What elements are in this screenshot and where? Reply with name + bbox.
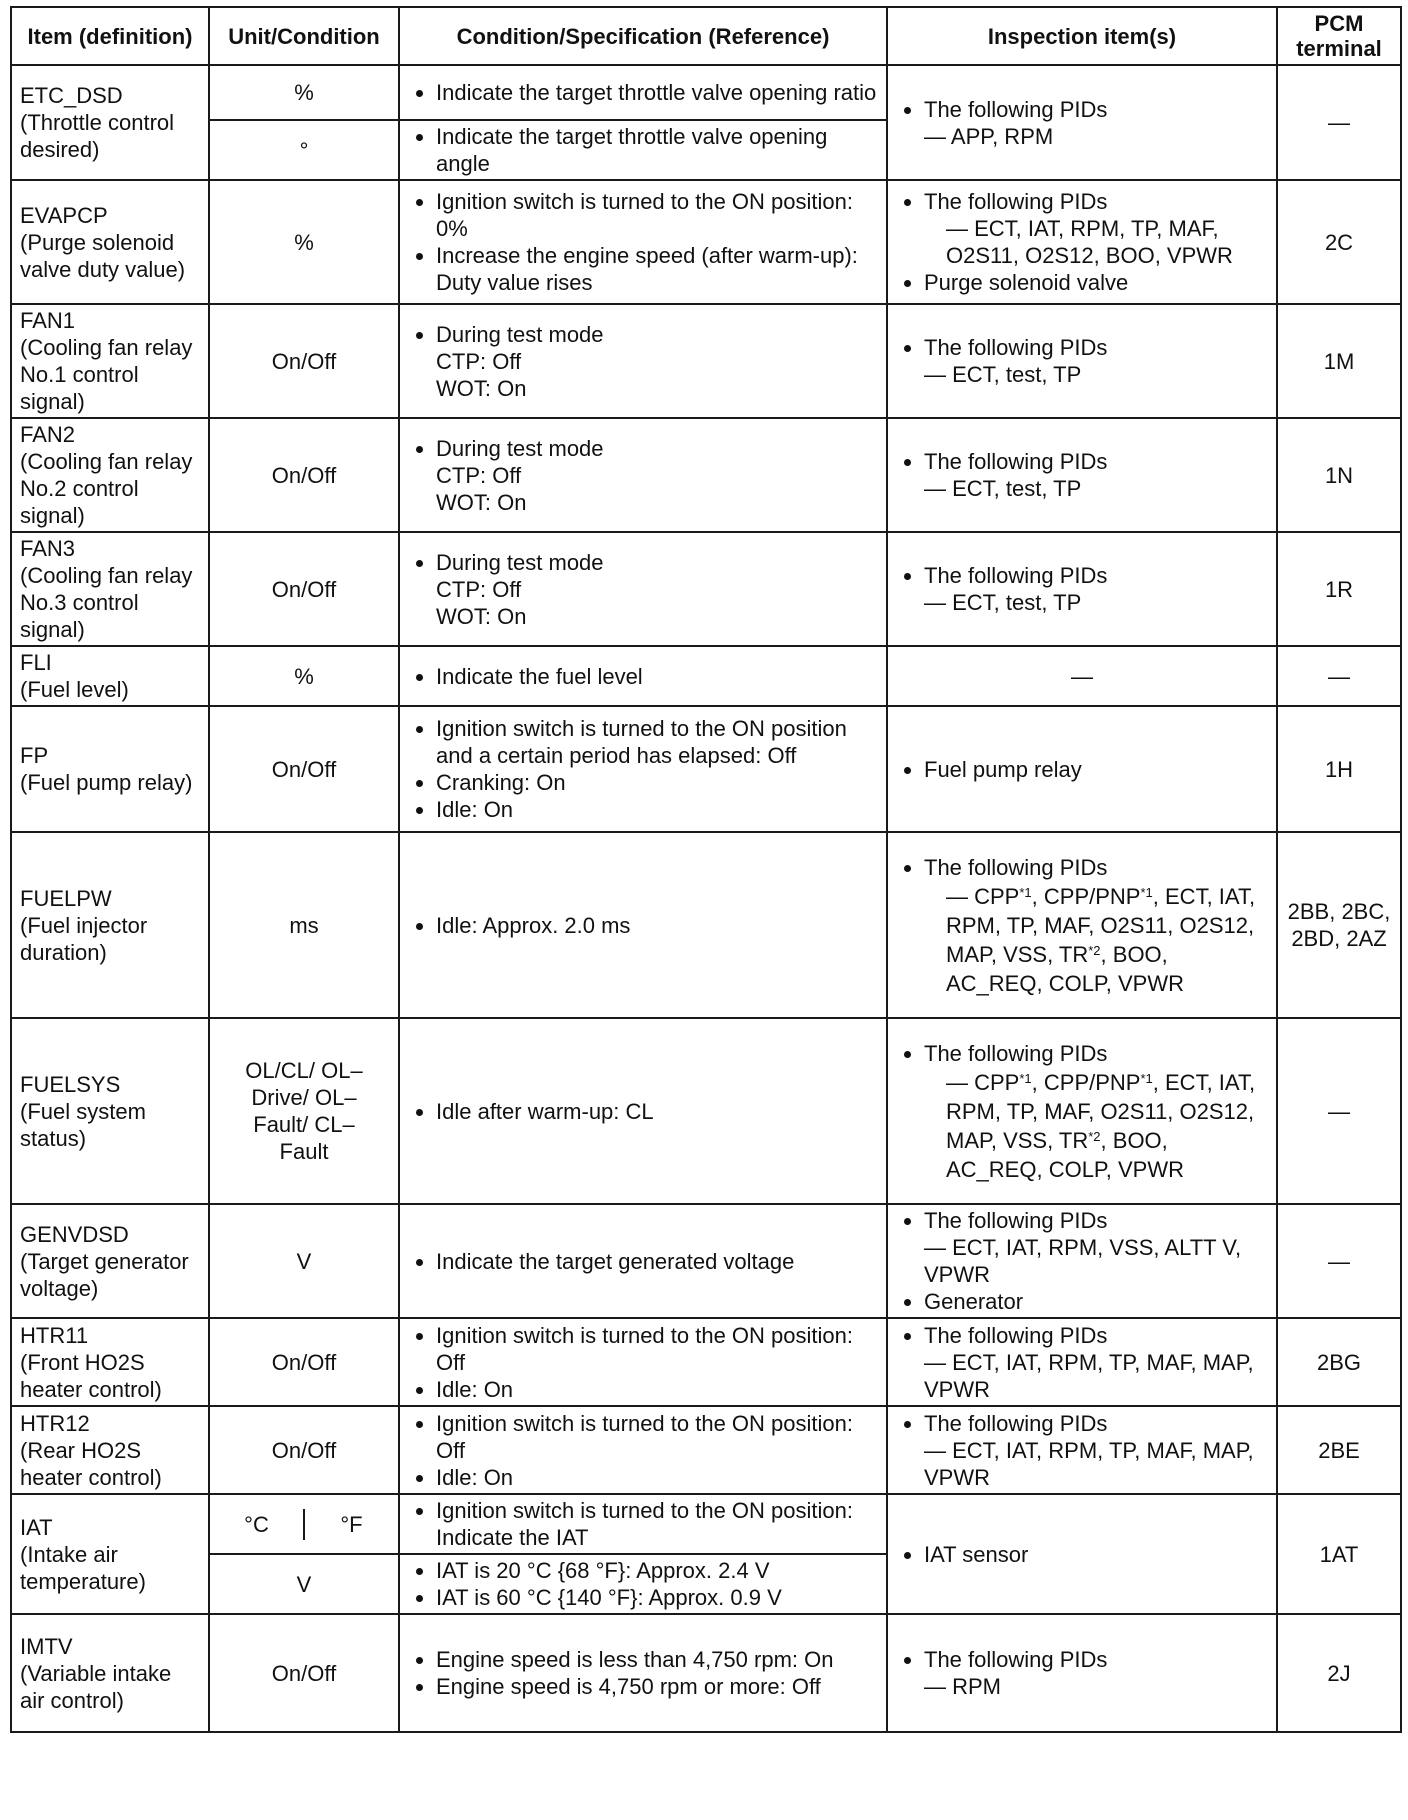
inspection-cell [887, 706, 1277, 832]
item-cell [11, 418, 209, 532]
spec-bullet: • Indicate the target throttle valve opening ratio [436, 79, 878, 106]
item-name: FUELSYS [20, 1071, 121, 1097]
terminal-cell: — [1277, 646, 1401, 706]
inspection-cell [887, 1204, 1277, 1318]
table-row [11, 65, 1401, 120]
spec-bullet: • Indicate the target generated voltage [436, 1248, 878, 1275]
spec-cell [399, 1318, 887, 1406]
terminal-cell: 2C [1277, 180, 1401, 304]
unit-fahrenheit: °F [340, 1511, 363, 1537]
header-item: Item (definition) [11, 7, 209, 65]
spec-bullet: • IAT is 60 °C {140 °F}: Approx. 0.9 V [436, 1584, 878, 1611]
item-cell [11, 1494, 209, 1614]
inspection-cell [887, 1494, 1277, 1614]
table-row [11, 706, 1401, 832]
spec-cell [399, 304, 887, 418]
table-row [11, 1614, 1401, 1732]
item-definition: (Fuel pump relay) [20, 770, 193, 795]
terminal-cell: 1AT [1277, 1494, 1401, 1614]
table-row [11, 180, 1401, 304]
item-cell [11, 1406, 209, 1494]
unit-cell: V [209, 1204, 399, 1318]
spec-bullet: • Ignition switch is turned to the ON position: Off [436, 1410, 878, 1464]
item-cell [11, 65, 209, 180]
spec-bullet: • During test mode CTP: Off WOT: On [436, 549, 878, 630]
terminal-cell: — [1277, 1204, 1401, 1318]
item-definition: (Cooling fan relay No.1 control signal) [20, 335, 193, 414]
terminal-cell: 1M [1277, 304, 1401, 418]
spec-bullet: • Ignition switch is turned to the ON position: Indicate the IAT [436, 1497, 878, 1551]
spec-cell [399, 706, 887, 832]
spec-bullet: • Indicate the target throttle valve opening angle [436, 123, 878, 177]
item-definition: (Front HO2S heater control) [20, 1349, 162, 1402]
terminal-cell: 2J [1277, 1614, 1401, 1732]
unit-celsius: °C [210, 1509, 304, 1540]
unit-cell: On/Off [209, 418, 399, 532]
spec-bullet: • Increase the engine speed (after warm-up): Duty value rises [436, 242, 878, 296]
item-definition: (Intake air temperature) [20, 1541, 146, 1594]
item-name: HTR11 [20, 1322, 89, 1348]
spec-bullet: • Idle: On [436, 1464, 878, 1491]
spec-cell [399, 180, 887, 304]
inspection-bullet: • The following PIDs — ECT, test, TP [924, 448, 1268, 502]
spec-cell [399, 1018, 887, 1204]
header-row [11, 7, 1401, 65]
footnote-mark: *1 [1019, 884, 1032, 900]
spec-bullet: • IAT is 20 °C {68 °F}: Approx. 2.4 V [436, 1557, 878, 1584]
inspection-cell [887, 1614, 1277, 1732]
spec-cell [399, 832, 887, 1018]
footnote-mark: *2 [1088, 942, 1101, 958]
terminal-cell: — [1277, 65, 1401, 180]
unit-cell: V [209, 1554, 399, 1614]
spec-cell [399, 1494, 887, 1554]
inspection-cell: — [887, 646, 1277, 706]
inspection-bullet: • The following PIDs — RPM [924, 1646, 1268, 1700]
table-row [11, 1494, 1401, 1554]
item-cell [11, 180, 209, 304]
spec-cell [399, 65, 887, 120]
pid-list: — ECT, IAT, RPM, VSS, ALTT V, VPWR [924, 1235, 1242, 1287]
unit-cell: ° [209, 120, 399, 180]
footnote-mark: *1 [1140, 1070, 1153, 1086]
table-row [11, 646, 1401, 706]
pid-list: — ECT, test, TP [924, 362, 1082, 387]
item-name: HTR12 [20, 1410, 90, 1436]
item-definition: (Rear HO2S heater control) [20, 1437, 162, 1490]
header-inspection: Inspection item(s) [887, 7, 1277, 65]
spec-cell [399, 646, 887, 706]
spec-bullet: • Idle after warm-up: CL [436, 1098, 878, 1125]
terminal-cell: 1R [1277, 532, 1401, 646]
spec-cell [399, 1204, 887, 1318]
spec-bullet: • Engine speed is 4,750 rpm or more: Off [436, 1673, 878, 1700]
inspection-cell [887, 832, 1277, 1018]
unit-cell: On/Off [209, 1614, 399, 1732]
item-definition: (Fuel level) [20, 677, 129, 702]
unit-cell: On/Off [209, 532, 399, 646]
item-name: FAN2 [20, 422, 76, 447]
unit-cell: On/Off [209, 706, 399, 832]
item-definition: (Target generator voltage) [20, 1248, 189, 1301]
inspection-bullet: • The following PIDs — ECT, IAT, RPM, TP, MAF, MAP, VPWR [924, 1322, 1268, 1403]
inspection-bullet: • The following PIDs — ECT, test, TP [924, 334, 1268, 388]
item-name: FAN3 [20, 536, 76, 561]
terminal-cell: 2BB, 2BC, 2BD, 2AZ [1277, 832, 1401, 1018]
spec-bullet: • Idle: On [436, 796, 878, 823]
spec-cell [399, 1554, 887, 1614]
spec-cell [399, 532, 887, 646]
item-cell [11, 646, 209, 706]
terminal-cell: 2BE [1277, 1406, 1401, 1494]
inspection-bullet: • IAT sensor [924, 1541, 1268, 1568]
item-cell [11, 832, 209, 1018]
item-name: IAT [20, 1514, 53, 1540]
spec-bullet: • During test mode CTP: Off WOT: On [436, 321, 878, 402]
inspection-cell [887, 304, 1277, 418]
spec-bullet: • Idle: Approx. 2.0 ms [436, 912, 878, 939]
inspection-bullet: • Fuel pump relay [924, 756, 1268, 783]
inspection-cell [887, 532, 1277, 646]
item-cell [11, 304, 209, 418]
terminal-cell: 1N [1277, 418, 1401, 532]
footnote-mark: *2 [1088, 1128, 1101, 1144]
spec-bullet: • Indicate the fuel level [436, 663, 878, 690]
terminal-cell: 1H [1277, 706, 1401, 832]
item-cell [11, 1318, 209, 1406]
pid-list: — ECT, test, TP [924, 476, 1082, 501]
item-name: GENVDSD [20, 1221, 129, 1247]
item-name: EVAPCP [20, 202, 108, 228]
table-row [11, 532, 1401, 646]
inspection-bullet: • The following PIDs — CPP$^{*1}$, CPP/PNP$^{*1}$, ECT, IAT, RPM, TP, MAF, O2S11, O2S12, MAP, VSS, TR$^{*2}$, BOO, AC_REQ, COLP, VPWR [924, 853, 1268, 998]
unit-cell: On/Off [209, 1318, 399, 1406]
unit-cell: ms [209, 832, 399, 1018]
item-definition: (Purge solenoid valve duty value) [20, 229, 186, 282]
spec-bullet: • Ignition switch is turned to the ON position: 0% [436, 188, 878, 242]
item-cell [11, 706, 209, 832]
spec-bullet: • Ignition switch is turned to the ON position and a certain period has elapsed: Off [436, 715, 878, 769]
spec-bullet: • Cranking: On [436, 769, 878, 796]
unit-cell [209, 1494, 399, 1554]
inspection-bullet: • The following PIDs — ECT, test, TP [924, 562, 1268, 616]
table-row [11, 1318, 1401, 1406]
inspection-bullet: • The following PIDs — CPP$^{*1}$, CPP/PNP$^{*1}$, ECT, IAT, RPM, TP, MAF, O2S11, O2S12, MAP, VSS, TR$^{*2}$, BOO, AC_REQ, COLP, VPWR [924, 1039, 1268, 1184]
pid-list: — ECT, test, TP [924, 590, 1082, 615]
table-row [11, 304, 1401, 418]
spec-bullet: • Idle: On [436, 1376, 878, 1403]
terminal-cell: 2BG [1277, 1318, 1401, 1406]
header-terminal: PCM terminal [1277, 7, 1401, 65]
pid-list: — RPM [924, 1674, 1001, 1699]
table-row [11, 832, 1401, 1018]
pid-list: — CPP$^{*1}$, CPP/PNP$^{*1}$, ECT, IAT, RPM, TP, MAF, O2S11, O2S12, MAP, VSS, TR$^{*2}$, BOO, AC_REQ, COLP, VPWR [946, 883, 1256, 996]
inspection-bullet: • Purge solenoid valve [924, 269, 1268, 296]
item-cell [11, 1614, 209, 1732]
inspection-cell [887, 180, 1277, 304]
inspection-bullet: • The following PIDs — ECT, IAT, RPM, TP, MAF, MAP, VPWR [924, 1410, 1268, 1491]
unit-cell: % [209, 180, 399, 304]
pid-list: — ECT, IAT, RPM, TP, MAF, MAP, VPWR [924, 1349, 1254, 1402]
item-definition: (Fuel injector duration) [20, 912, 148, 965]
spec-bullet: • During test mode CTP: Off WOT: On [436, 435, 878, 516]
pid-list: — ECT, IAT, RPM, TP, MAF, O2S11, O2S12, BOO, VPWR [946, 216, 1233, 268]
item-definition: (Fuel system status) [20, 1098, 146, 1151]
inspection-cell [887, 65, 1277, 180]
item-cell [11, 1204, 209, 1318]
unit-cell: On/Off [209, 1406, 399, 1494]
item-name: FUELPW [20, 885, 112, 911]
table-row [11, 1018, 1401, 1204]
spec-cell [399, 120, 887, 180]
item-name: FP [20, 743, 49, 768]
header-unit: Unit/Condition [209, 7, 399, 65]
header-spec: Condition/Specification (Reference) [399, 7, 887, 65]
table-row [11, 1204, 1401, 1318]
terminal-cell: — [1277, 1018, 1401, 1204]
spec-cell [399, 1406, 887, 1494]
item-definition: (Variable intake air control) [20, 1660, 172, 1713]
unit-cell: On/Off [209, 304, 399, 418]
inspection-bullet: • The following PIDs — ECT, IAT, RPM, TP, MAF, O2S11, O2S12, BOO, VPWR [924, 188, 1268, 269]
pid-list: — ECT, IAT, RPM, TP, MAF, MAP, VPWR [924, 1437, 1254, 1490]
footnote-mark: *1 [1019, 1070, 1032, 1086]
table-row [11, 418, 1401, 532]
spec-sheet [10, 6, 1400, 1733]
spec-cell [399, 1614, 887, 1732]
spec-bullet: • Engine speed is less than 4,750 rpm: On [436, 1646, 878, 1673]
item-cell [11, 532, 209, 646]
inspection-bullet: • The following PIDs — APP, RPM [924, 96, 1268, 150]
item-name: FAN1 [20, 308, 76, 333]
unit-cell: % [209, 646, 399, 706]
pid-table [10, 6, 1402, 1733]
inspection-bullet: • The following PIDs — ECT, IAT, RPM, VSS, ALTT V, VPWR [924, 1207, 1268, 1288]
table-row [11, 1406, 1401, 1494]
item-name: FLI [20, 650, 52, 675]
item-name: ETC_DSD [20, 83, 123, 108]
item-definition: (Cooling fan relay No.3 control signal) [20, 563, 193, 642]
inspection-cell [887, 1318, 1277, 1406]
footnote-mark: *1 [1140, 884, 1153, 900]
spec-bullet: • Ignition switch is turned to the ON position: Off [436, 1322, 878, 1376]
item-name: IMTV [20, 1633, 73, 1659]
inspection-cell [887, 1406, 1277, 1494]
item-cell [11, 1018, 209, 1204]
spec-cell [399, 418, 887, 532]
unit-cell: OL/CL/ OL–Drive/ OL–Fault/ CL–Fault [209, 1018, 399, 1204]
pid-list: — APP, RPM [924, 123, 1054, 149]
pid-list: — CPP$^{*1}$, CPP/PNP$^{*1}$, ECT, IAT, RPM, TP, MAF, O2S11, O2S12, MAP, VSS, TR$^{*2}$, BOO, AC_REQ, COLP, VPWR [946, 1069, 1256, 1182]
inspection-cell [887, 1018, 1277, 1204]
unit-cell: % [209, 65, 399, 120]
inspection-cell [887, 418, 1277, 532]
item-definition: (Cooling fan relay No.2 control signal) [20, 449, 193, 528]
item-definition: (Throttle control desired) [20, 110, 175, 162]
inspection-bullet: • Generator [924, 1288, 1268, 1315]
